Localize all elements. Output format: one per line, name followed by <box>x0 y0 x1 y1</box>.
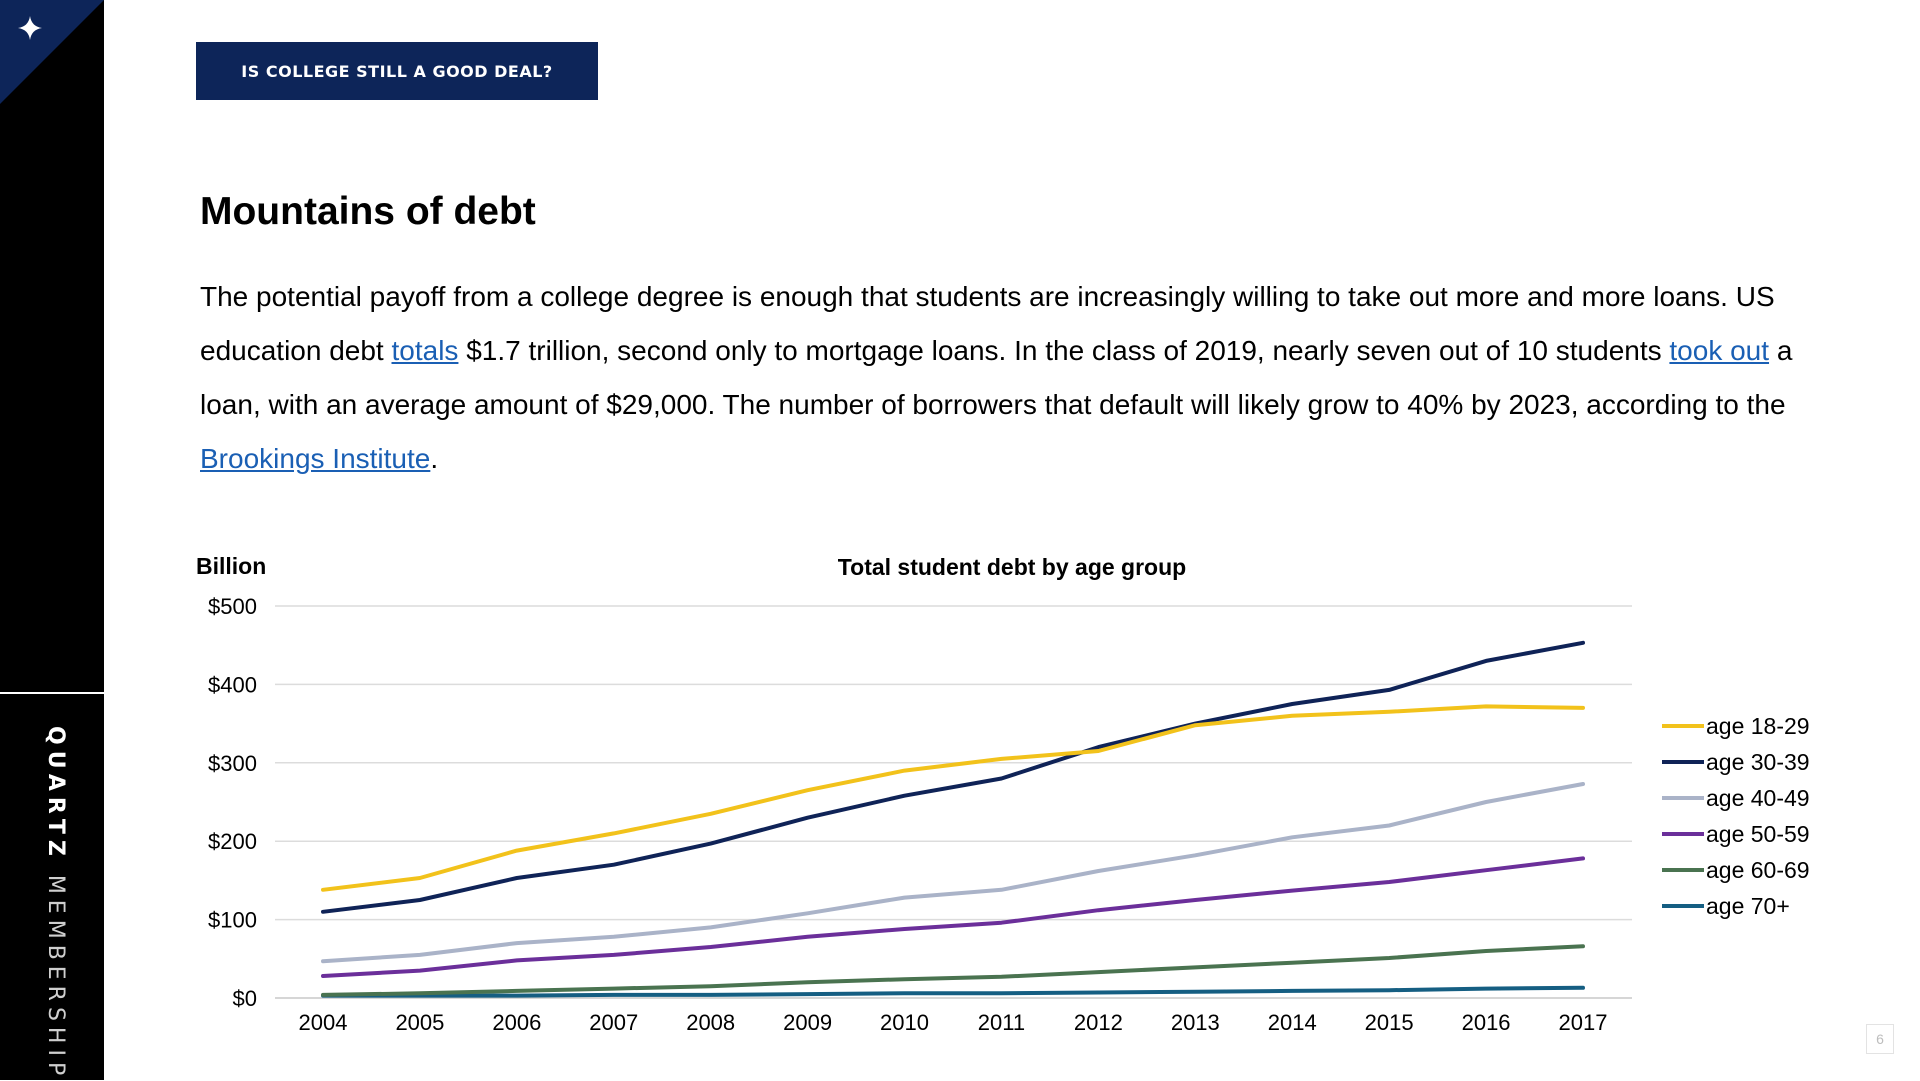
legend-label: age 70+ <box>1706 893 1790 919</box>
x-tick-label: 2005 <box>395 1010 445 1035</box>
legend-label: age 60-69 <box>1706 857 1810 883</box>
x-tick-label: 2009 <box>783 1010 833 1035</box>
x-tick-label: 2017 <box>1558 1010 1608 1035</box>
y-axis-label: Billion <box>196 553 267 579</box>
x-tick-label: 2016 <box>1461 1010 1511 1035</box>
legend-label: age 50-59 <box>1706 821 1810 847</box>
series-line-age-40-49 <box>323 784 1583 961</box>
legend-label: age 40-49 <box>1706 785 1810 811</box>
y-tick-label: $200 <box>208 829 257 855</box>
paragraph-text: $1.7 trillion, second only to mortgage loans. In the class of 2019, nearly seven out of 10 students <box>458 335 1670 366</box>
x-tick-label: 2011 <box>977 1010 1026 1035</box>
page-number: 6 <box>1866 1024 1894 1054</box>
x-tick-label: 2013 <box>1170 1010 1220 1035</box>
brookings-link[interactable]: Brookings Institute <box>200 443 431 474</box>
page-title: Mountains of debt <box>200 190 536 233</box>
y-tick-label: $0 <box>232 986 257 1011</box>
x-tick-label: 2008 <box>686 1010 736 1035</box>
x-tick-label: 2015 <box>1364 1010 1414 1035</box>
y-tick-label: $300 <box>208 750 257 776</box>
x-tick-label: 2014 <box>1267 1010 1317 1035</box>
series-line-age-18-29 <box>323 706 1583 889</box>
x-tick-label: 2006 <box>492 1010 542 1035</box>
paragraph-text: The potential payoff from a college degree is enough that students are increasingly willing to take out more and more loans. US education debt <box>200 281 1775 366</box>
y-tick-label: $400 <box>208 672 257 698</box>
x-tick-label: 2010 <box>880 1010 930 1035</box>
series-line-age-30-39 <box>323 643 1583 912</box>
x-tick-label: 2007 <box>589 1010 639 1035</box>
paragraph-text: a loan, with an average amount of $29,000. The number of borrowers that default will likely grow to 40% by 2023, according to the <box>200 335 1793 420</box>
legend-label: age 18-29 <box>1706 713 1810 739</box>
y-tick-label: $100 <box>208 907 257 933</box>
paragraph-text: . <box>430 443 439 474</box>
series-line-age-60-69 <box>323 946 1583 995</box>
x-tick-label: 2012 <box>1073 1010 1123 1035</box>
section-banner: IS COLLEGE STILL A GOOD DEAL? <box>196 42 598 100</box>
y-tick-label: $500 <box>208 594 257 619</box>
x-tick-label: 2004 <box>298 1010 348 1035</box>
chart-title: Total student debt by age group <box>837 554 1187 580</box>
brand-light: MEMBERSHIP <box>43 874 68 1081</box>
totals-link[interactable]: totals <box>391 335 459 366</box>
took-out-link[interactable]: took out <box>1669 335 1770 366</box>
legend-label: age 30-39 <box>1706 749 1810 775</box>
brand-bold: QUARTZ <box>43 726 68 862</box>
